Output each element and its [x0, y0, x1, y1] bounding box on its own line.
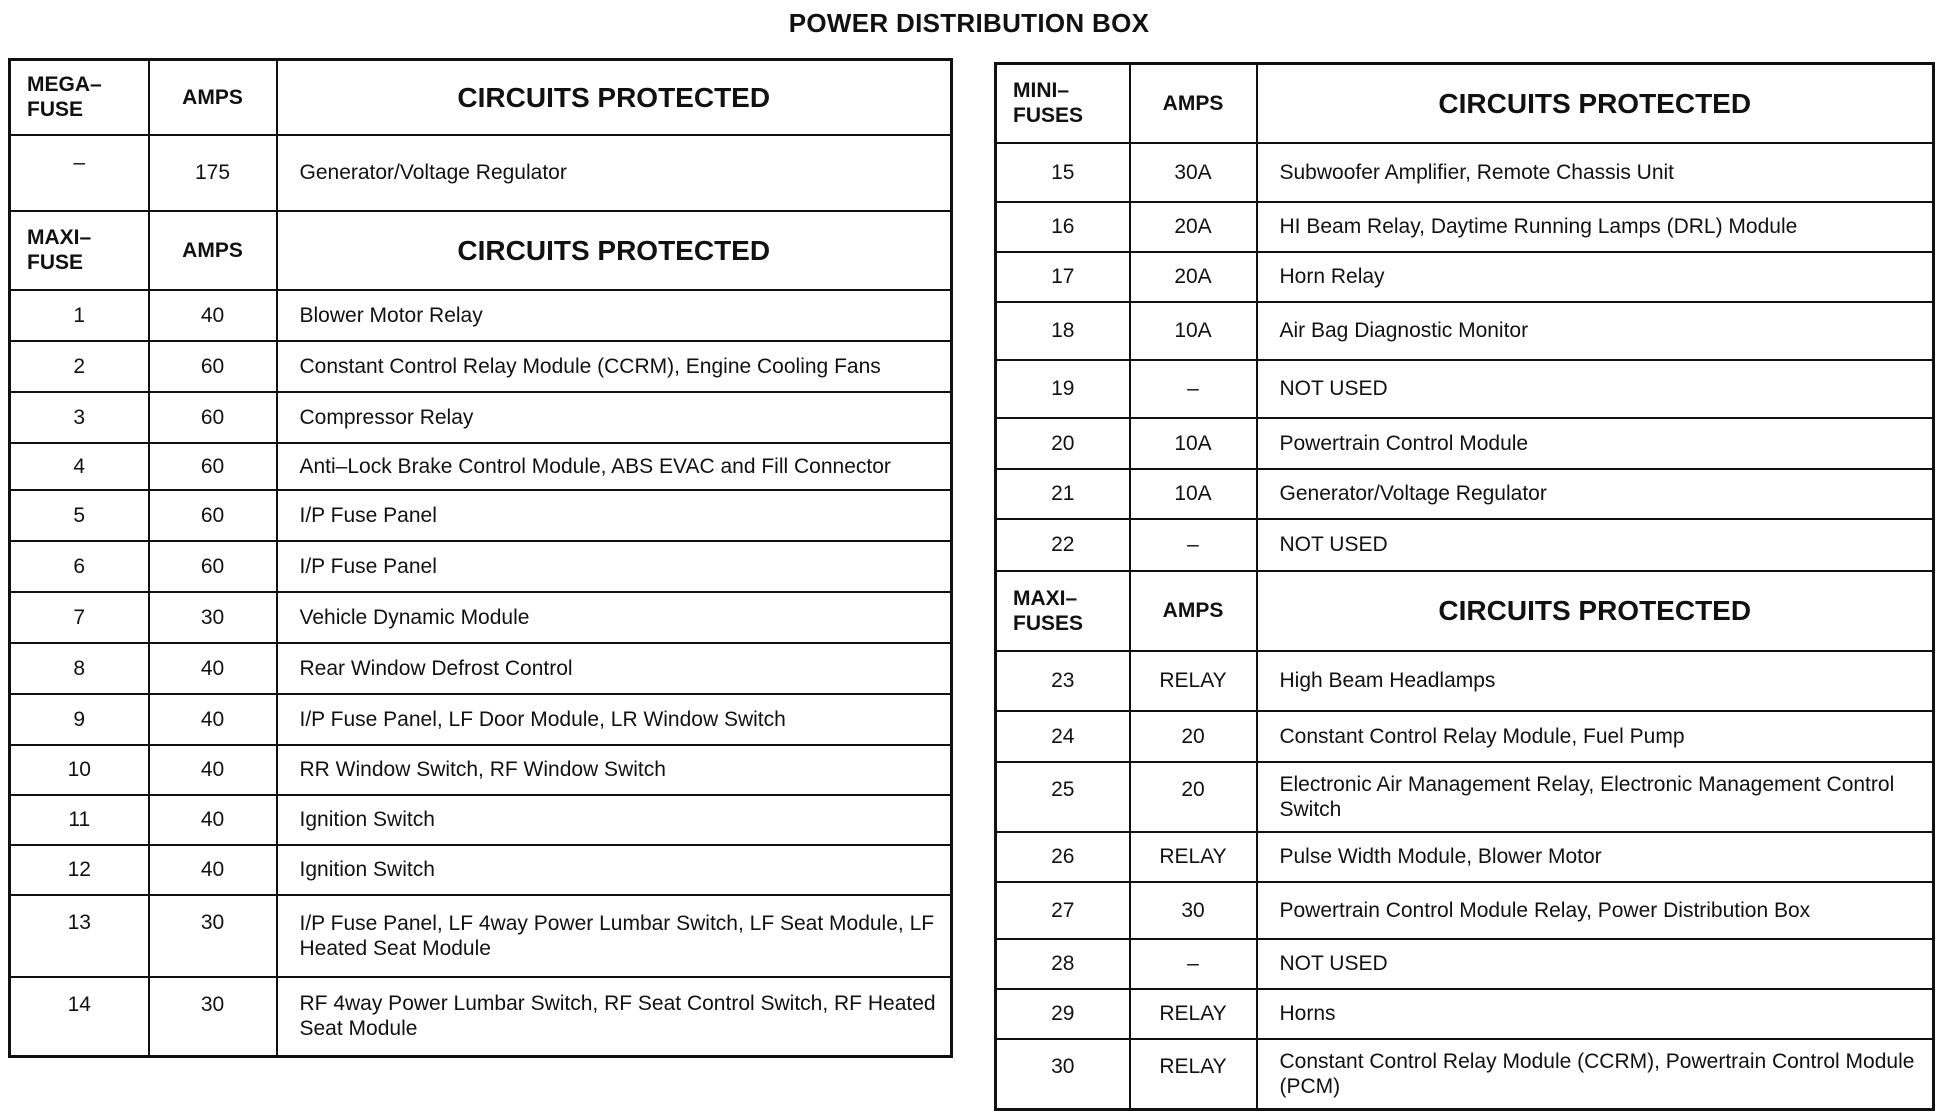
fuse-number: 28: [996, 939, 1130, 989]
fuse-circuit: Horn Relay: [1257, 252, 1934, 302]
circuits-column-header: CIRCUITS PROTECTED: [277, 60, 952, 135]
fuse-circuit: Rear Window Defrost Control: [277, 643, 952, 694]
fuse-circuit: Ignition Switch: [277, 795, 952, 845]
fuse-amps: 30: [149, 977, 277, 1057]
fuse-amps: 30A: [1130, 143, 1257, 202]
fuse-circuit: I/P Fuse Panel, LF Door Module, LR Window Switch: [277, 694, 952, 745]
table-row: [10, 541, 952, 592]
fuse-circuit: High Beam Headlamps: [1257, 651, 1934, 711]
fuse-amps: RELAY: [1130, 989, 1257, 1039]
fuse-amps: RELAY: [1130, 1039, 1257, 1110]
fuse-amps: –: [1130, 939, 1257, 989]
fuse-number: 20: [996, 418, 1130, 469]
fuse-number: 4: [10, 443, 149, 490]
fuse-number: 29: [996, 989, 1130, 1039]
amps-column-header: AMPS: [149, 211, 277, 290]
fuse-amps: 10A: [1130, 469, 1257, 519]
fuse-number: 12: [10, 845, 149, 895]
maxi-fuse-header-row: [996, 571, 1934, 651]
table-row: [10, 745, 952, 795]
fuse-circuit: RR Window Switch, RF Window Switch: [277, 745, 952, 795]
table-row: [10, 643, 952, 694]
fuse-amps: 20: [1130, 762, 1257, 832]
fuse-amps: 60: [149, 392, 277, 443]
amps-column-header: AMPS: [1130, 571, 1257, 651]
fuse-circuit: Ignition Switch: [277, 845, 952, 895]
fuse-number: 25: [996, 762, 1130, 832]
table-row: [10, 694, 952, 745]
table-row: [996, 762, 1934, 832]
fuse-number: 7: [10, 592, 149, 643]
fuse-amps: 60: [149, 443, 277, 490]
fuse-circuit: Powertrain Control Module Relay, Power Distribution Box: [1257, 882, 1934, 939]
fuse-number: 5: [10, 490, 149, 541]
fuse-number: 2: [10, 341, 149, 392]
fuse-number: 16: [996, 202, 1130, 252]
fuse-circuit: I/P Fuse Panel: [277, 541, 952, 592]
fuse-amps: 60: [149, 341, 277, 392]
fuse-number: 8: [10, 643, 149, 694]
table-row: [10, 443, 952, 490]
fuse-circuit: I/P Fuse Panel, LF 4way Power Lumbar Switch, LF Seat Module, LF Heated Seat Module: [277, 895, 952, 977]
fuse-circuit: Constant Control Relay Module (CCRM), Engine Cooling Fans: [277, 341, 952, 392]
table-row: [996, 832, 1934, 882]
fuse-circuit: I/P Fuse Panel: [277, 490, 952, 541]
table-row: [10, 592, 952, 643]
table-row: [996, 939, 1934, 989]
right-fuse-table: [994, 62, 1935, 1111]
fuse-amps: –: [1130, 360, 1257, 418]
page-title: POWER DISTRIBUTION BOX: [788, 8, 1150, 38]
fuse-number: 3: [10, 392, 149, 443]
fuse-amps: 40: [149, 795, 277, 845]
fuse-circuit: Powertrain Control Module: [1257, 418, 1934, 469]
fuse-circuit: Air Bag Diagnostic Monitor: [1257, 302, 1934, 360]
fuse-amps: 30: [149, 592, 277, 643]
table-row: [996, 519, 1934, 571]
fuse-number: 18: [996, 302, 1130, 360]
table-row: [10, 795, 952, 845]
fuse-circuit: Generator/Voltage Regulator: [1257, 469, 1934, 519]
fuse-amps: 30: [149, 895, 277, 977]
fuse-amps: 40: [149, 745, 277, 795]
fuse-circuit: Subwoofer Amplifier, Remote Chassis Unit: [1257, 143, 1934, 202]
fuse-amps: RELAY: [1130, 651, 1257, 711]
fuse-amps: 40: [149, 643, 277, 694]
table-row: [996, 302, 1934, 360]
table-row: [996, 143, 1934, 202]
fuse-number: 23: [996, 651, 1130, 711]
fuse-number: 1: [10, 290, 149, 341]
table-row: [996, 651, 1934, 711]
mega-fuse-column-header: MEGA– FUSE: [10, 60, 149, 135]
maxi-fuses-column-header: MAXI– FUSES: [996, 571, 1130, 651]
table-row: [996, 1039, 1934, 1110]
fuse-circuit: Blower Motor Relay: [277, 290, 952, 341]
fuse-amps: 20A: [1130, 202, 1257, 252]
fuse-number: 9: [10, 694, 149, 745]
table-row: [996, 711, 1934, 762]
table-row: [996, 418, 1934, 469]
fuse-amps: 175: [149, 135, 277, 211]
amps-column-header: AMPS: [149, 60, 277, 135]
table-row: [10, 845, 952, 895]
mini-fuse-header-row: [996, 64, 1934, 143]
maxi-fuse-column-header: MAXI– FUSE: [10, 211, 149, 290]
fuse-circuit: NOT USED: [1257, 519, 1934, 571]
fuse-number: 17: [996, 252, 1130, 302]
fuse-number: 30: [996, 1039, 1130, 1110]
fuse-number: 6: [10, 541, 149, 592]
fuse-circuit: Anti–Lock Brake Control Module, ABS EVAC and Fill Connector: [277, 443, 952, 490]
table-row: [10, 392, 952, 443]
fuse-circuit: Compressor Relay: [277, 392, 952, 443]
circuits-column-header: CIRCUITS PROTECTED: [1257, 64, 1934, 143]
table-row: [996, 360, 1934, 418]
fuse-amps: 20A: [1130, 252, 1257, 302]
fuse-number: 19: [996, 360, 1130, 418]
maxi-fuse-header-row: [10, 211, 952, 290]
fuse-number: –: [10, 135, 149, 211]
table-row: [10, 977, 952, 1057]
table-row: [996, 469, 1934, 519]
fuse-amps: 30: [1130, 882, 1257, 939]
fuse-amps: 40: [149, 845, 277, 895]
fuse-circuit: RF 4way Power Lumbar Switch, RF Seat Control Switch, RF Heated Seat Module: [277, 977, 952, 1057]
table-row: [10, 895, 952, 977]
fuse-amps: 60: [149, 541, 277, 592]
table-row: [996, 989, 1934, 1039]
fuse-circuit: Horns: [1257, 989, 1934, 1039]
fuse-amps: 20: [1130, 711, 1257, 762]
fuse-circuit: NOT USED: [1257, 360, 1934, 418]
fuse-number: 21: [996, 469, 1130, 519]
fuse-amps: –: [1130, 519, 1257, 571]
table-row: [10, 135, 952, 211]
table-row: [996, 252, 1934, 302]
table-row: [996, 202, 1934, 252]
mega-fuse-header-row: [10, 60, 952, 135]
left-fuse-table: [8, 58, 953, 1058]
circuits-column-header: CIRCUITS PROTECTED: [277, 211, 952, 290]
fuse-number: 22: [996, 519, 1130, 571]
table-row: [10, 490, 952, 541]
circuits-column-header: CIRCUITS PROTECTED: [1257, 571, 1934, 651]
fuse-circuit: Constant Control Relay Module, Fuel Pump: [1257, 711, 1934, 762]
fuse-amps: 60: [149, 490, 277, 541]
mini-fuses-column-header: MINI– FUSES: [996, 64, 1130, 143]
fuse-amps: 10A: [1130, 302, 1257, 360]
fuse-circuit: Electronic Air Management Relay, Electronic Management Control Switch: [1257, 762, 1934, 832]
fuse-circuit: HI Beam Relay, Daytime Running Lamps (DRL) Module: [1257, 202, 1934, 252]
fuse-number: 24: [996, 711, 1130, 762]
fuse-number: 11: [10, 795, 149, 845]
fuse-number: 27: [996, 882, 1130, 939]
table-row: [10, 290, 952, 341]
table-row: [996, 882, 1934, 939]
fuse-circuit: Pulse Width Module, Blower Motor: [1257, 832, 1934, 882]
fuse-amps: RELAY: [1130, 832, 1257, 882]
table-row: [10, 341, 952, 392]
fuse-circuit: Generator/Voltage Regulator: [277, 135, 952, 211]
fuse-number: 15: [996, 143, 1130, 202]
amps-column-header: AMPS: [1130, 64, 1257, 143]
fuse-amps: 10A: [1130, 418, 1257, 469]
fuse-number: 13: [10, 895, 149, 977]
fuse-number: 14: [10, 977, 149, 1057]
fuse-amps: 40: [149, 290, 277, 341]
fuse-number: 26: [996, 832, 1130, 882]
fuse-circuit: Constant Control Relay Module (CCRM), Powertrain Control Module (PCM): [1257, 1039, 1934, 1110]
fuse-circuit: NOT USED: [1257, 939, 1934, 989]
fuse-circuit: Vehicle Dynamic Module: [277, 592, 952, 643]
fuse-amps: 40: [149, 694, 277, 745]
fuse-number: 10: [10, 745, 149, 795]
